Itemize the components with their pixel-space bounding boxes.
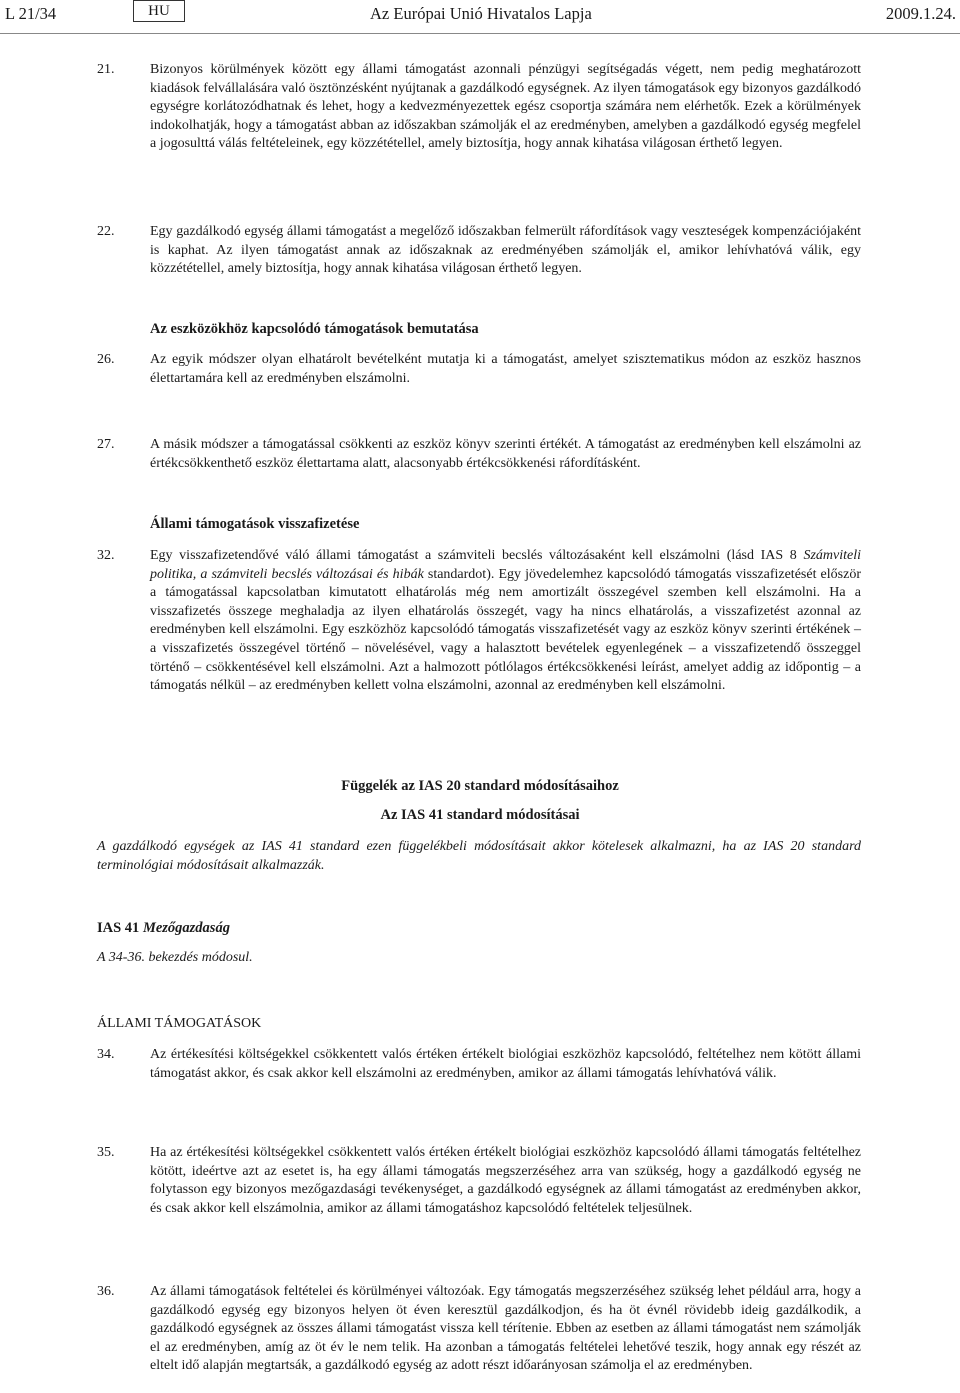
appendix-subtitle: Az IAS 41 standard módosításai (380, 807, 580, 823)
paragraph-36 (97, 1283, 861, 1376)
paragraph-32 (97, 547, 861, 696)
ias41-name: Mezőgazdaság (142, 920, 230, 936)
section-heading-assets: Az eszközökhöz kapcsolódó támogatások bemutatása (150, 321, 479, 337)
language-code-box: HU (133, 0, 185, 22)
paragraph-text: A másik módszer a támogatással csökkenti az eszköz könyv szerinti értékét. A támogatást az eredményben kell elszámolni az értékcsökkenthető eszköz élettartama alatt, alacsonyabb értékcsökkenési ráfordításként. (150, 437, 861, 471)
paragraph-number: 26. (97, 352, 115, 367)
paragraph-number: 36. (97, 1284, 115, 1299)
paragraph-text: Az értékesítési költségekkel csökkentett valós értéken értékelt biológiai eszközhöz kapcsolódó, feltételhez nem kötött állami támogatást akkor, és csak akkor kell elszámolni az eredményben, amikor az állami támogatás lehívhatóvá válik. (150, 1047, 861, 1081)
ias41-prefix: IAS 41 (97, 920, 143, 936)
header-divider (0, 33, 960, 34)
paragraph-27 (97, 436, 861, 473)
paragraph-number: 32. (97, 548, 115, 563)
paragraph-21 (97, 61, 861, 154)
standard-title-italic: Számviteli politika, a számviteli becslés változásai és hibák (150, 548, 861, 582)
paragraph-number: 34. (97, 1047, 115, 1062)
page-number: L 21/34 (5, 4, 57, 23)
paragraph-text: Bizonyos körülmények között egy állami támogatást azonnali pénzügyi segítségadás végett, nem pedig meghatározott kiadások felvállalására való ösztönzésként nyújtanak a gazdálkodó egységnek. Az ilyen támogatások egy bizonyos gazdálkodó egységre korlátozódhatnak és lehet, hogy a kedvezményezettek egész csoportja számára nem elérhetők. Ezek a körülmények indokolhatják, hogy a támogatást abban az időszakban számolják el az eredményben, amelyben a gazdálkodó egység megfelel a jogosulttá válás feltételeinek, egy közzététellel, amely biztosítja, hogy annak kihatása világosan érthető legyen. (150, 62, 861, 152)
paragraph-text: Az állami támogatások feltételei és körülményei változóak. Egy támogatás megszerzéséhez szükség lehet például arra, hogy a gazdálkodó egység egy bizonyos helyen öt éven keresztül gazdálkodjon, és ha öt évnél rövidebb ideig gazdálkodik, a gazdálkodó egységnek az összes állami támogatást vissza kell térítenie. Ebben az esetben az állami támogatást nem számolják el az eredményben, amíg az öt év le nem telik. Ha azonban a támogatás feltételei lehetővé teszik, hogy annak egy részét az eltelt idő alapján megtartsák, a gazdálkodó egység az adott részt időarányosan számolja el az eredményben. (150, 1284, 861, 1374)
section-heading-repayment: Állami támogatások visszafizetése (150, 516, 360, 532)
publication-date: 2009.1.24. (885, 4, 956, 23)
ias41-title (97, 920, 230, 937)
paragraph-text-part: standardot). Egy jövedelemhez kapcsolódó támogatás visszafizetését először a támogatással kapcsolatban kimutatott elhatárolás még nem amortizált összegével szemben kell elszámolni. Ha a visszafizetés összege meghaladja az ilyen elhatárolás összegét, vagy ha nincs elhatárolás, a visszafizetést azonnal az eredményben kell elszámolni. Egy eszközhöz kapcsolódó támogatás visszafizetését vagy az eszköz könyv szerinti értékének – a visszafizetés összegével történő – növelésével, vagy a halasztott bevételek egyenlegének – a visszafizetendő összeggel történő – csökkentésével kell elszámolni. Azt a halmozott pótlólagos értékcsökkenési leírást, amelyet addig az időpontig – a támogatás nélkül – az eredményben kellett volna elszámolni, azonnal az eredményben kell elszámolni. (150, 566, 861, 694)
paragraph-34 (97, 1046, 861, 1083)
appendix-title: Függelék az IAS 20 standard módosításaihoz (341, 778, 619, 794)
paragraph-number: 22. (97, 224, 115, 239)
page-header (0, 0, 960, 36)
appendix-intro: A gazdálkodó egységek az IAS 41 standard ezen függelékbeli módosításait akkor kötelesek alkalmazni, ha az IAS 20 standard terminológiai módosításait alkalmazzák. (97, 839, 861, 873)
paragraph-number: 21. (97, 62, 115, 77)
paragraph-number: 35. (97, 1145, 115, 1160)
paragraph-text: Egy gazdálkodó egység állami támogatást a megelőző időszakban felmerült ráfordítások vagy veszteségek kompenzációjaként is kaphat. Az ilyen támogatást annak az időszaknak az eredményében számolják el, amikor lehívhatóvá válik, egy közzététellel, amely biztosítja, hogy annak kihatása világosan érthető legyen. (150, 224, 861, 277)
journal-title: Az Európai Unió Hivatalos Lapja (370, 4, 592, 23)
paragraph-text: Az egyik módszer olyan elhatárolt bevételként mutatja ki a támogatást, amelyet szisztematikus módon az eszköz hasznos élettartamára kell az eredményben elszámolni. (150, 352, 861, 386)
paragraph-35 (97, 1144, 861, 1218)
paragraph-22 (97, 223, 861, 279)
paragraph-text (150, 547, 861, 696)
ias41-amendment-note: A 34-36. bekezdés módosul. (97, 950, 253, 965)
paragraph-text-part: Egy visszafizetendővé váló állami támogatást a számviteli becslés változásaként kell elszámolni (lásd IAS 8 (150, 548, 804, 563)
paragraph-text: Ha az értékesítési költségekkel csökkentett valós értéken értékelt biológiai eszközhöz kapcsolódó állami támogatás feltételhez kötött, ideértve azt az esetet is, ha egy állami támogatás megszerzéséhez arra van szükség, hogy a gazdálkodó egység ne folytasson egy bizonyos mezőgazdasági tevékenységet, a gazdálkodó egységnek az állami támogatást az eredményben akkor, és csak akkor kell elszámolnia, amikor az állami támogatáshoz kapcsolódó feltételek teljesülnek. (150, 1145, 861, 1216)
paragraph-number: 27. (97, 437, 115, 452)
caps-heading: ÁLLAMI TÁMOGATÁSOK (97, 1016, 262, 1031)
paragraph-26 (97, 351, 861, 388)
